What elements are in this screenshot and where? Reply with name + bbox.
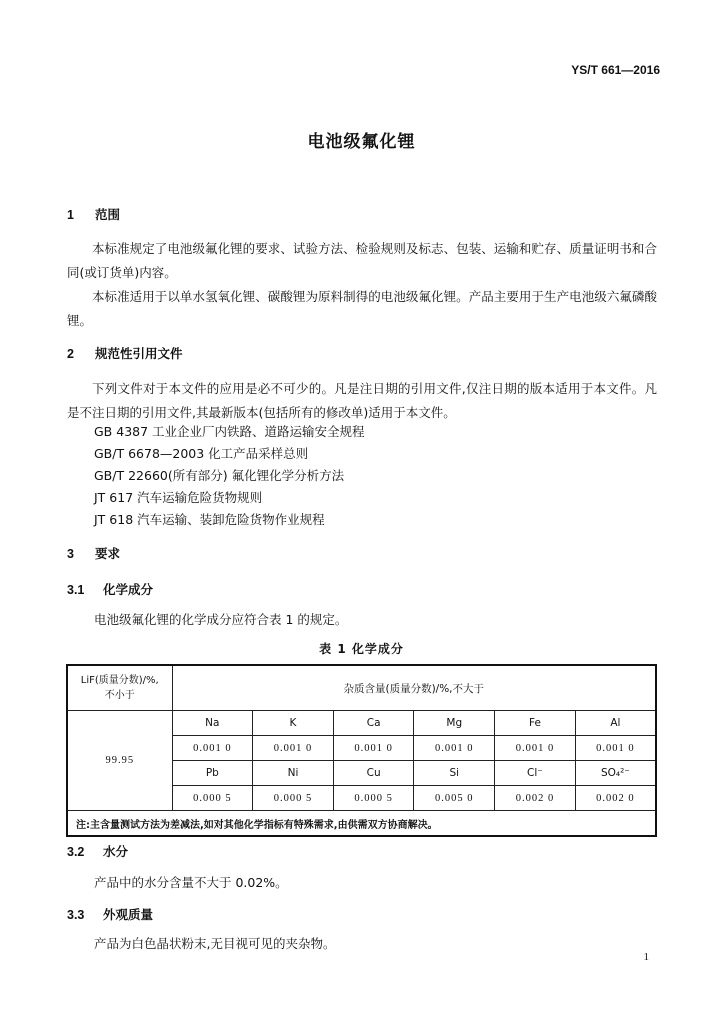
section-title: 范围 <box>95 207 121 222</box>
section-3-2-heading <box>67 842 128 860</box>
element-cell: Ca <box>333 711 414 736</box>
section-number: 3.1 <box>67 583 85 597</box>
section-title: 外观质量 <box>103 907 154 922</box>
section-3-heading <box>67 544 120 562</box>
value-cell: 0.005 0 <box>414 786 495 811</box>
element-cell: Mg <box>414 711 495 736</box>
reference-item: JT 618 汽车运输、装卸危险货物作业规程 <box>94 512 325 527</box>
document-title: 电池级氟化锂 <box>307 132 416 152</box>
element-cell: Al <box>575 711 656 736</box>
reference-item: GB/T 22660(所有部分) 氟化锂化学分析方法 <box>94 468 345 483</box>
section-number: 3.3 <box>67 908 85 922</box>
section-title: 化学成分 <box>103 582 154 597</box>
scope-paragraph-2: 本标准适用于以单水氢氧化锂、碳酸锂为原料制得的电池级氟化锂。产品主要用于生产电池级六氟磷酸锂。 <box>67 289 657 328</box>
lif-header-cell <box>67 665 172 711</box>
table-caption: 表 1 化学成分 <box>319 642 404 656</box>
section-number: 2 <box>67 347 74 361</box>
value-cell: 0.001 0 <box>172 736 253 761</box>
reference-item: GB/T 6678—2003 化工产品采样总则 <box>94 446 309 461</box>
element-cell: Cl⁻ <box>495 761 576 786</box>
impurity-header-cell: 杂质含量(质量分数)/%,不大于 <box>172 665 656 711</box>
reference-item: GB 4387 工业企业厂内铁路、道路运输安全规程 <box>94 424 365 439</box>
value-cell: 0.001 0 <box>333 736 414 761</box>
table-note: 注:主含量测试方法为差减法,如对其他化学指标有特殊需求,由供需双方协商解决。 <box>67 811 656 837</box>
value-cell: 0.001 0 <box>414 736 495 761</box>
value-cell: 0.001 0 <box>575 736 656 761</box>
section-2-heading <box>67 344 183 362</box>
section-number: 3 <box>67 547 74 561</box>
scope-paragraph-1: 本标准规定了电池级氟化锂的要求、试验方法、检验规则及标志、包装、运输和贮存、质量证明书和合同(或订货单)内容。 <box>67 241 657 280</box>
section-3-1-paragraph: 电池级氟化锂的化学成分应符合表 1 的规定。 <box>94 612 348 627</box>
table-note-row <box>67 811 656 837</box>
page-number: 1 <box>643 951 649 963</box>
standard-number: YS/T 661—2016 <box>571 63 660 77</box>
section-title: 水分 <box>103 844 129 859</box>
element-cell: Si <box>414 761 495 786</box>
lif-header-line-2: 不小于 <box>104 690 135 701</box>
section-number: 1 <box>67 208 74 222</box>
reference-item: JT 617 汽车运输危险货物规则 <box>94 490 263 505</box>
section-3-1-heading <box>67 580 153 598</box>
section-title: 规范性引用文件 <box>95 346 183 361</box>
value-cell: 0.001 0 <box>253 736 334 761</box>
element-cell: Fe <box>495 711 576 736</box>
section-number: 3.2 <box>67 845 85 859</box>
value-cell: 0.000 5 <box>253 786 334 811</box>
table-header-row <box>67 665 656 711</box>
section-title: 要求 <box>95 546 121 561</box>
lif-header-line-1: LiF(质量分数)/%, <box>80 675 159 686</box>
lif-value-cell: 99.95 <box>67 711 172 811</box>
element-cell: K <box>253 711 334 736</box>
chemical-composition-table <box>66 664 657 837</box>
element-cell: Na <box>172 711 253 736</box>
element-cell: Ni <box>253 761 334 786</box>
value-cell: 0.002 0 <box>495 786 576 811</box>
section-1-heading <box>67 205 120 223</box>
element-cell: Pb <box>172 761 253 786</box>
references-intro-paragraph: 下列文件对于本文件的应用是必不可少的。凡是注日期的引用文件,仅注日期的版本适用于本文件。凡是不注日期的引用文件,其最新版本(包括所有的修改单)适用于本文件。 <box>67 381 657 420</box>
value-cell: 0.000 5 <box>172 786 253 811</box>
element-cell: SO₄²⁻ <box>575 761 656 786</box>
value-cell: 0.000 5 <box>333 786 414 811</box>
table-row <box>67 711 656 736</box>
section-3-3-heading <box>67 905 153 923</box>
section-3-3-paragraph: 产品为白色晶状粉末,无目视可见的夹杂物。 <box>94 936 336 951</box>
element-cell: Cu <box>333 761 414 786</box>
value-cell: 0.001 0 <box>495 736 576 761</box>
reference-list <box>94 421 365 531</box>
value-cell: 0.002 0 <box>575 786 656 811</box>
section-3-2-paragraph: 产品中的水分含量不大于 0.02%。 <box>94 875 288 890</box>
